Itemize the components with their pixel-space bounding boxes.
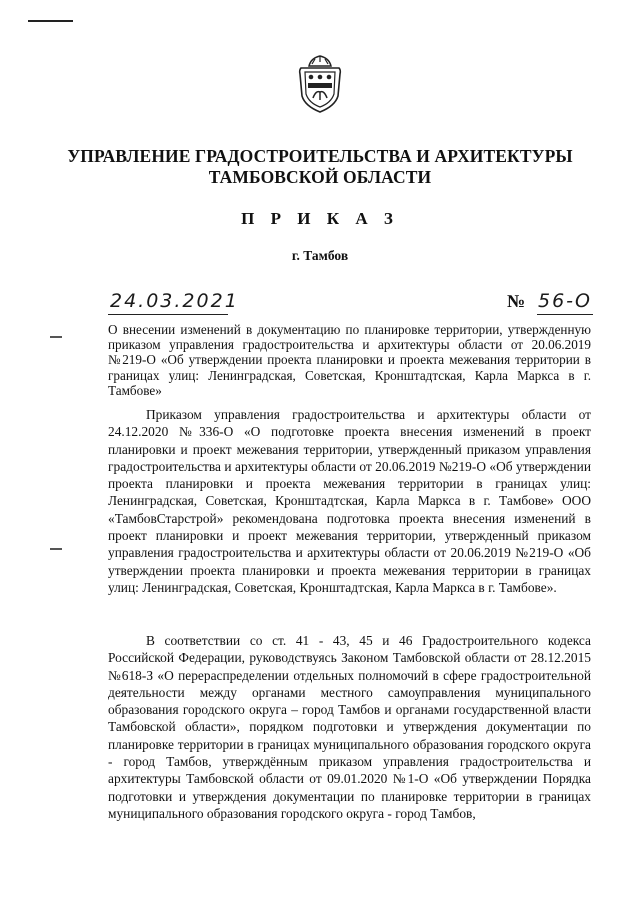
number-underline bbox=[537, 314, 593, 315]
body-paragraph-2: В соответствии со ст. 41 - 43, 45 и 46 Градостроительного кодекса Российской Федерации, руководствуясь Законом Тамбовской области от 28.12.2015 №618-З «О перераспределении отдельных полномочий в сфере градостроительной деятельности между органами местного самоуправления муниципального образования городского округа – город Тамбов и органами государственной власти Тамбовской области», порядком подготовки и утверждения документации по планировке территории в границах муниципального образования городского округа - город Тамбов, утверждённым приказом управления градостроительства и архитектуры Тамбовской области от 09.01.2020 №1-О «Об утверждении Порядка подготовки и утверждения документации по планировке территории в границах муниципального образования городского округа - город Тамбов, bbox=[108, 633, 591, 821]
handwritten-date: 24.03.2021 bbox=[110, 290, 239, 312]
document-type: П Р И К А З bbox=[241, 209, 399, 228]
order-subject: О внесении изменений в документацию по планировке территории, утвержденную приказом управления градостроительства и архитектуры области от 20.06.2019 №219-О «Об утверждении проекта планировки и проекта межевания территории в границах улиц: Ленинградская, Советская, Кронштадтская, Карла Маркса в г. Тамбове» bbox=[108, 322, 591, 398]
handwritten-number: 56-О bbox=[538, 290, 592, 312]
scan-mark bbox=[28, 20, 73, 22]
city: г. Тамбов bbox=[291, 248, 349, 263]
body-paragraph-1: Приказом управления градостроительства и архитектуры области от 24.12.2020 №336-О «О подготовке проекта внесения изменений в проект планировки и проект межевания территории, утвержденный приказом управления градостроительства и архитектуры области от 20.06.2019 №219-О «Об утверждении проекта планировки и проекта межевания территории в границах улиц: Ленинградская, Советская, Кронштадтская, Карла Маркса в г. Тамбове» ООО «ТамбовСтарстрой» рекомендована подготовка проекта внесения изменений в проект планировки и проект межевания территории, утвержденный приказом управления градостроительства и архитектуры области от 20.06.2019 №219-О «Об утверждении проекта планировки и проекта межевания территории в границах улиц: Ленинградская, Советская, Кронштадтская, Карла Маркса в г. Тамбове». bbox=[108, 407, 591, 595]
organization-title bbox=[0, 146, 640, 188]
number-label: № bbox=[507, 291, 526, 311]
coat-of-arms-icon bbox=[297, 52, 343, 114]
margin-mark bbox=[50, 336, 62, 338]
date-underline bbox=[108, 314, 228, 315]
organization-line-2: ТАМБОВСКОЙ ОБЛАСТИ bbox=[208, 167, 432, 187]
organization-line-1: УПРАВЛЕНИЕ ГРАДОСТРОИТЕЛЬСТВА И АРХИТЕКТУРЫ bbox=[67, 146, 573, 166]
margin-mark bbox=[50, 548, 62, 550]
